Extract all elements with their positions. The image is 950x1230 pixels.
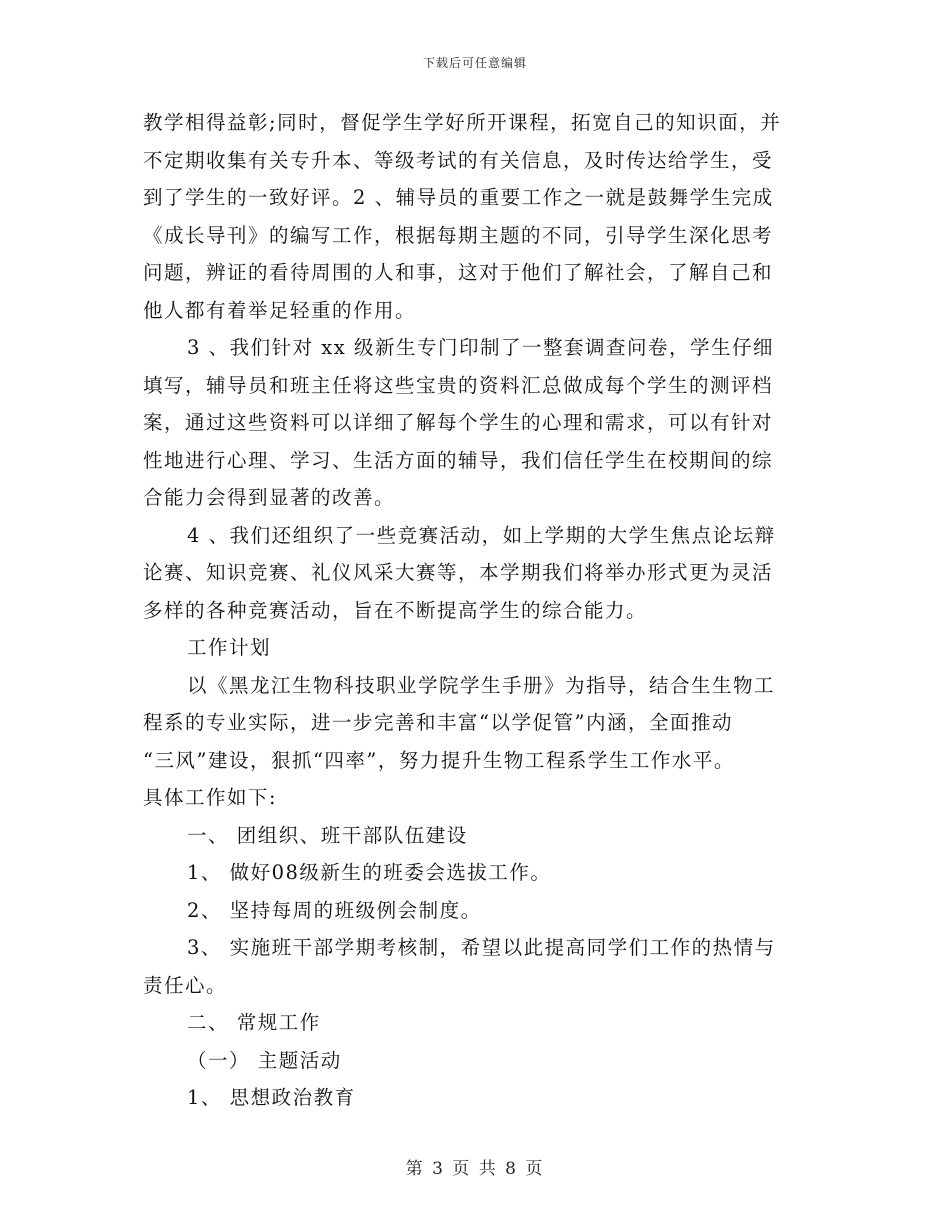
text-line: 填写，辅导员和班主任将这些宝贵的资料汇总做成每个学生的测评档 — [143, 373, 774, 397]
text-line: 他人都有着举足轻重的作用。 — [143, 298, 417, 322]
text-line: 1、 做好08级新生的班委会选拔工作。 — [187, 861, 552, 884]
text-line: 一、 团组织、班干部队伍建设 — [187, 823, 468, 847]
body-text — [143, 104, 808, 1117]
text-line: 论赛、知识竞赛、礼仪风采大赛等，本学期我们将举办形式更为灵活 — [143, 561, 774, 584]
page-header: 下载后可任意编辑 — [422, 56, 527, 70]
text-line: 程系的专业实际，进一步完善和丰富“以学促管”内涵，全面推动 — [143, 711, 733, 734]
text-line: 不定期收集有关专升本、等级考试的有关信息，及时传达给学生，受 — [143, 148, 774, 172]
text-line: 2、 坚持每周的班级例会制度。 — [187, 898, 482, 922]
text-line: （一） 主题活动 — [187, 1048, 342, 1072]
text-line: 到了学生的一致好评。2 、辅导员的重要工作之一就是鼓舞学生完成 — [143, 186, 774, 209]
text-line: 二、 常规工作 — [187, 1011, 321, 1034]
text-line: 教学相得益彰;同时，督促学生学好所开课程，拓宽自己的知识面，并 — [143, 111, 782, 134]
text-line: 1、 思想政治教育 — [187, 1086, 356, 1109]
text-line: 工作计划 — [187, 636, 272, 659]
text-line: 合能力会得到显著的改善。 — [143, 486, 396, 509]
text-line: 具体工作如下: — [143, 786, 278, 809]
text-line: 3、 实施班干部学期考核制，希望以此提高同学们工作的热情与 — [187, 936, 776, 959]
text-line: 责任心。 — [143, 973, 228, 997]
text-line: 4 、我们还组织了一些竞赛活动，如上学期的大学生焦点论坛辩 — [187, 523, 776, 547]
text-line: “三风”建设，狠抓“四率”，努力提升生物工程系学生工作水平。 — [143, 748, 735, 772]
text-line: 以《黑龙江生物科技职业学院学生手册》为指导，结合生生物工 — [187, 673, 776, 697]
text-line: 案，通过这些资料可以详细了解每个学生的心理和需求，可以有针对 — [143, 411, 774, 434]
text-line: 问题，辨证的看待周围的人和事，这对于他们了解社会，了解自己和 — [143, 261, 774, 284]
page-footer: 第 3 页 共 8 页 — [405, 1159, 545, 1179]
text-line: 3 、我们针对 xx 级新生专门印制了一整套调查问卷，学生仔细 — [187, 336, 774, 359]
text-line: 性地进行心理、学习、生活方面的辅导，我们信任学生在校期间的综 — [143, 448, 774, 472]
text-line: 多样的各种竞赛活动，旨在不断提高学生的综合能力。 — [143, 598, 648, 622]
text-line: 《成长导刊》的编写工作，根据每期主题的不同，引导学生深化思考 — [143, 223, 774, 247]
